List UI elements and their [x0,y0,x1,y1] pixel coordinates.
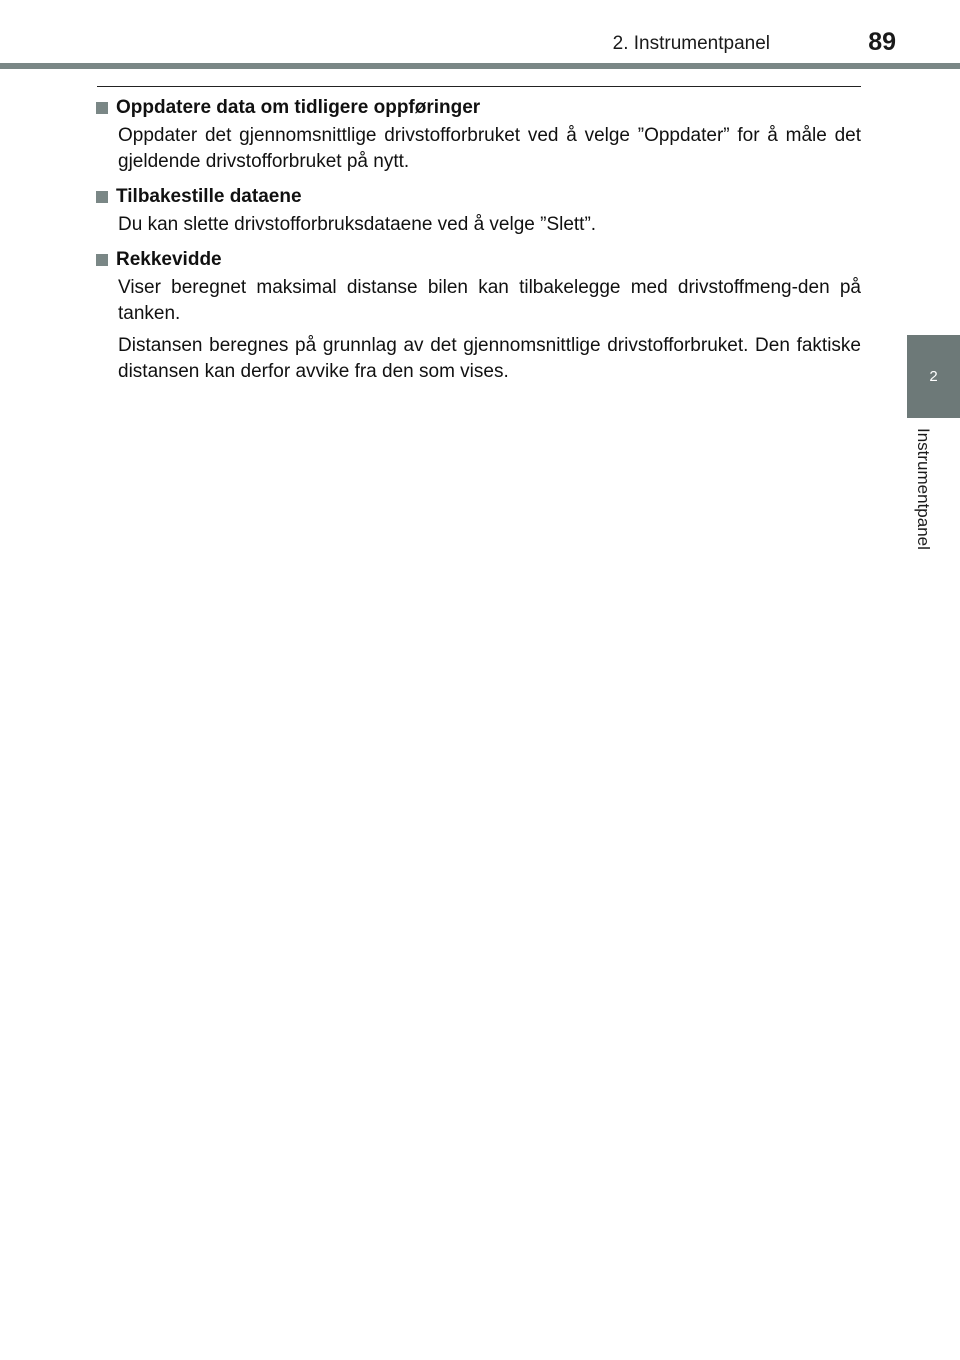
paragraph: Viser beregnet maksimal distanse bilen kan tilbakelegge med drivstoffmeng-den på tanken. [118,277,861,324]
paragraph: Distansen beregnes på grunnlag av det gjennomsnittlige drivstofforbruket. Den faktiske distansen kan derfor avvike fra den som vises. [118,335,861,382]
section-heading [96,184,861,210]
page-content [96,95,861,385]
chapter-side-label-container [910,428,938,588]
content-top-rule [97,86,861,87]
section-heading-text: Tilbakestille dataene [116,186,302,207]
section-heading [96,247,861,273]
section-body [118,212,861,238]
paragraph: Du kan slette drivstofforbruksdataene ved å velge ”Slett”. [118,214,597,235]
section-update-data [96,95,861,175]
header-chapter-title: 2. Instrumentpanel [612,33,770,54]
section-heading-text: Rekkevidde [116,249,222,270]
section-range [96,247,861,385]
chapter-side-label: Instrumentpanel [914,428,933,550]
header-rule [0,63,960,69]
section-body [118,123,861,175]
paragraph: Oppdater det gjennomsnittlige drivstofforbruket ved å velge ”Oppdater” for å måle det gjeldende drivstofforbruket på nytt. [118,125,861,172]
section-heading-text: Oppdatere data om tidligere oppføringer [116,97,481,118]
chapter-tab-number: 2 [929,367,938,385]
square-bullet-icon [96,191,108,203]
section-reset-data [96,184,861,238]
square-bullet-icon [96,254,108,266]
page-number: 89 [868,28,896,56]
section-heading [96,95,861,121]
section-body [118,275,861,385]
square-bullet-icon [96,102,108,114]
chapter-tab [907,335,960,418]
